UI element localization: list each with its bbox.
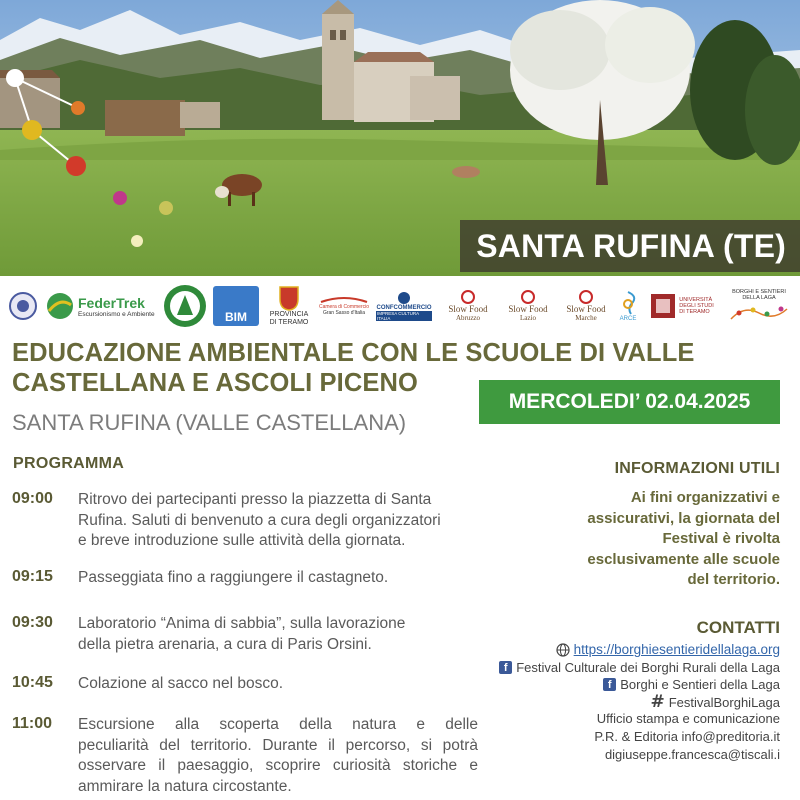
- place-banner: SANTA RUFINA (TE): [460, 220, 800, 272]
- facebook-link-borghi[interactable]: f Borghi e Sentieri della Laga: [603, 677, 780, 692]
- camera-commercio-logo: Camera di Commercio Gran Sasso d'Italia: [316, 280, 372, 332]
- press-contact-email[interactable]: digiuseppe.francesca@tiscali.i: [604, 747, 780, 762]
- website-link[interactable]: https://borghiesentieridellalaga.org: [556, 642, 780, 657]
- hashtag-icon: #: [650, 692, 665, 712]
- contacts-title: CONTATTI: [696, 618, 780, 637]
- bim-logo: BIM: [212, 280, 260, 332]
- universita-teramo-logo: UNIVERSITÀ DEGLI STUDI DI TERAMO: [646, 280, 718, 332]
- sponsor-logos: [0, 276, 800, 334]
- hero-photo: [0, 0, 800, 276]
- globe-icon: [556, 643, 570, 657]
- programme-time: 09:15: [12, 568, 53, 585]
- programme-description: Colazione al sacco nel bosco.: [78, 675, 284, 692]
- programme-description: Ritrovo dei partecipanti presso la piazzetta di Santa Rufina. Saluti di benvenuto a cura degli organizzatori e breve introduzione sulle attività della giornata.: [78, 491, 441, 549]
- emblem-logo: [6, 280, 40, 332]
- event-location: SANTA RUFINA (VALLE CASTELLANA): [12, 410, 407, 435]
- info-title: INFORMAZIONI UTILI: [614, 460, 780, 477]
- headline-line-1: EDUCAZIONE AMBIENTALE CON LE SCUOLE DI VALLE: [12, 339, 695, 367]
- facebook-icon: f: [499, 661, 512, 674]
- programme-description: Laboratorio “Anima di sabbia”, sulla lavorazione della pietra arenaria, a cura di Paris Orsini.: [78, 615, 406, 653]
- programme-description: Passeggiata fino a raggiungere il castagneto.: [78, 569, 389, 586]
- slowfood-abruzzo-logo: Slow Food Abruzzo: [440, 280, 496, 332]
- slowfood-marche-logo: Slow Food Marche: [558, 280, 614, 332]
- hashtag-line: # FestivalBorghiLaga: [650, 692, 780, 712]
- press-office-email[interactable]: P.R. & Editoria info@preditoria.it: [594, 729, 780, 744]
- programme-time: 10:45: [12, 674, 53, 691]
- borghi-sentieri-logo: BORGHI E SENTIERI DELLA LAGA: [724, 280, 794, 332]
- parco-nazionale-logo: [162, 280, 208, 332]
- programme-time: 09:00: [12, 490, 53, 507]
- headline-line-2: CASTELLANA E ASCOLI PICENO: [12, 369, 418, 397]
- snail-icon: [578, 290, 594, 304]
- press-office-label: Ufficio stampa e comunicazione: [596, 711, 780, 726]
- programme-time: 09:30: [12, 614, 53, 631]
- snail-icon: [460, 290, 476, 304]
- info-body: Ai fini organizzativi e assicurativi, la giornata del Festival è rivolta esclusivamente alle scuole del territorio.: [587, 489, 780, 588]
- arce-logo: ARCE: [614, 280, 642, 332]
- circle-logo: [44, 280, 76, 332]
- slowfood-lazio-logo: Slow Food Lazio: [500, 280, 556, 332]
- facebook-icon: f: [603, 678, 616, 691]
- provincia-teramo-logo: PROVINCIA DI TERAMO: [264, 280, 314, 332]
- facebook-link-festival[interactable]: f Festival Culturale dei Borghi Rurali della Laga: [499, 660, 780, 675]
- federtrek-logo: FederTrek Escursionismo e Ambiente: [78, 294, 155, 318]
- confcommercio-logo: CONFCOMMERCIO IMPRESA CULTURA ITALIA: [376, 280, 432, 332]
- snail-icon: [520, 290, 536, 304]
- event-date-badge: MERCOLEDI’ 02.04.2025: [479, 380, 780, 424]
- programme-time: 11:00: [12, 715, 53, 732]
- programme-title: PROGRAMMA: [13, 455, 125, 472]
- programme-description: Escursione alla scoperta della natura e delle peculiarità del territorio. Durante il percorso, si potrà osservare il paesaggio, scoprire curiosità storiche e ammirare la natura circostante.: [78, 716, 478, 795]
